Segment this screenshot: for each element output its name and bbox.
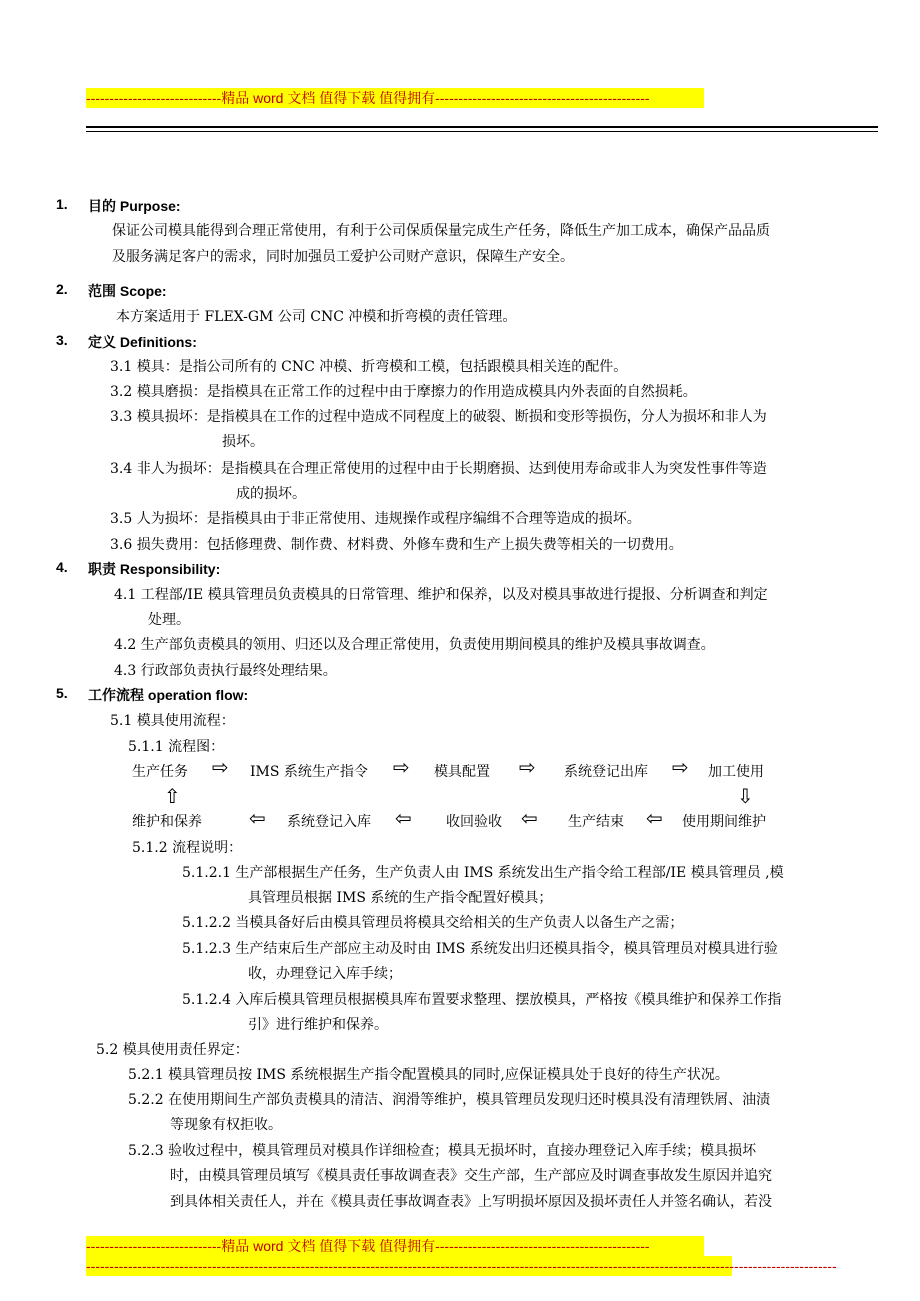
responsibility-4-2: 4.2 生产部负责模具的领用、归还以及合理正常使用，负责使用期间模具的维护及模具事故调查。 (114, 637, 715, 653)
footer-banner: -----------------------------精品 word 文档 值得下载 值得拥有---------------------------------------------- (86, 1236, 704, 1256)
flow-note-1-line2: 具管理员根据 IMS 系统的生产指令配置好模具； (248, 890, 553, 906)
flow-note-3-line2: 收，办理登记入库手续； (248, 966, 402, 982)
subsection-5-1-1: 5.1.1 流程图： (128, 739, 225, 755)
arrow-right-icon: ⇨ (519, 755, 536, 779)
definition-3-4-line2: 成的损坏。 (236, 486, 306, 502)
section-3-number: 3. (56, 332, 68, 348)
section-3-title: 定义 Definitions: (88, 334, 197, 350)
subsection-5-1-2: 5.1.2 流程说明： (132, 840, 243, 856)
flow-step-maintenance: 维护和保养 (132, 814, 202, 830)
definition-3-1: 3.1 模具：是指公司所有的 CNC 冲模、折弯模和工模，包括跟模具相关连的配件。 (110, 359, 628, 375)
flow-step-processing: 加工使用 (708, 764, 764, 780)
responsibility-5-2-2-line1: 5.2.2 在使用期间生产部负责模具的清洁、润滑等维护，模具管理员发现归还时模具没有清理铁屑、油渍 (128, 1092, 771, 1108)
section-2-title: 范围 Scope: (88, 283, 167, 299)
responsibility-5-2-2-line2: 等现象有权拒收。 (170, 1117, 282, 1133)
arrow-left-icon: ⇦ (249, 806, 266, 830)
section-1-text-line1: 保证公司模具能得到合理正常使用，有利于公司保质保量完成生产任务，降低生产加工成本，确保产品品质 (112, 223, 770, 239)
responsibility-4-3: 4.3 行政部负责执行最终处理结果。 (114, 663, 337, 679)
responsibility-5-2-3-line3: 到具体相关责任人，并在《模具责任事故调查表》上写明损坏原因及损坏责任人并签名确认，若没 (170, 1194, 772, 1210)
flow-note-3-line1: 5.1.2.3 生产结束后生产部应主动及时由 IMS 系统发出归还模具指令，模具管理员对模具进行验 (182, 941, 778, 957)
flow-note-1-line1: 5.1.2.1 生产部根据生产任务，生产负责人由 IMS 系统发出生产指令给工程部/IE 模具管理员 ,模 (182, 865, 784, 881)
arrow-right-icon: ⇨ (393, 755, 410, 779)
subsection-5-1: 5.1 模具使用流程： (110, 713, 235, 729)
section-4-title: 职责 Responsibility: (88, 561, 221, 577)
flow-note-2: 5.1.2.2 当模具备好后由模具管理员将模具交给相关的生产负责人以备生产之需； (182, 915, 684, 931)
section-5-number: 5. (56, 685, 68, 701)
header-rule-thin (86, 131, 878, 132)
arrow-left-icon: ⇦ (395, 806, 412, 830)
definition-3-3-line2: 损坏。 (222, 434, 264, 450)
section-2-number: 2. (56, 281, 68, 297)
flow-step-ims-instruction: IMS 系统生产指令 (250, 764, 368, 780)
responsibility-4-1-line1: 4.1 工程部/IE 模具管理员负责模具的日常管理、维护和保养，以及对模具事故进行提报、分析调查和判定 (114, 587, 768, 603)
section-1-number: 1. (56, 196, 68, 212)
flow-step-production-end: 生产结束 (568, 814, 624, 830)
flow-step-system-checkin: 系统登记入库 (287, 814, 371, 830)
flow-step-in-use-maintenance: 使用期间维护 (682, 814, 766, 830)
section-4-number: 4. (56, 559, 68, 575)
flow-step-system-checkout: 系统登记出库 (564, 764, 648, 780)
section-2-text: 本方案适用于 FLEX-GM 公司 CNC 冲模和折弯模的责任管理。 (116, 309, 517, 325)
arrow-right-icon: ⇨ (212, 755, 229, 779)
flow-step-acceptance: 收回验收 (446, 814, 502, 830)
definition-3-3-line1: 3.3 模具损坏：是指模具在工作的过程中造成不同程度上的破裂、断损和变形等损伤，分人为损坏和非人为 (110, 409, 767, 425)
responsibility-5-2-3-line2: 时，由模具管理员填写《模具责任事故调查表》交生产部，生产部应及时调查事故发生原因并追究 (170, 1168, 772, 1184)
arrow-down-icon: ⇩ (737, 784, 754, 808)
arrow-left-icon: ⇦ (646, 806, 663, 830)
arrow-right-icon: ⇨ (672, 755, 689, 779)
definition-3-2: 3.2 模具磨损：是指模具在正常工作的过程中由于摩擦力的作用造成模具内外表面的自然损耗。 (110, 384, 697, 400)
responsibility-5-2-1: 5.2.1 模具管理员按 IMS 系统根据生产指令配置模具的同时,应保证模具处于良好的待生产状况。 (128, 1067, 729, 1083)
section-1-text-line2: 及服务满足客户的需求，同时加强员工爱护公司财产意识，保障生产安全。 (112, 249, 574, 265)
definition-3-4-line1: 3.4 非人为损坏：是指模具在合理正常使用的过程中由于长期磨损、达到使用寿命或非人为突发性事件等造 (110, 461, 767, 477)
flow-step-mold-config: 模具配置 (434, 764, 490, 780)
section-5-title: 工作流程 operation flow: (88, 687, 249, 703)
header-banner: -----------------------------精品 word 文档 值得下载 值得拥有---------------------------------------------- (86, 88, 704, 108)
subsection-5-2: 5.2 模具使用责任界定： (96, 1042, 249, 1058)
responsibility-5-2-3-line1: 5.2.3 验收过程中，模具管理员对模具作详细检查；模具无损坏时，直接办理登记入库手续；模具损坏 (128, 1143, 757, 1159)
flow-step-production-task: 生产任务 (132, 764, 188, 780)
footer-dashed-line: ----------------------------------------------------------------------------------------------------------------------------------------------------------------- (86, 1258, 837, 1274)
responsibility-4-1-line2: 处理。 (148, 612, 190, 628)
header-rule-thick (86, 126, 878, 128)
arrow-left-icon: ⇦ (521, 806, 538, 830)
arrow-up-icon: ⇧ (164, 784, 181, 808)
flow-note-4-line2: 引》进行维护和保养。 (248, 1017, 388, 1033)
flow-note-4-line1: 5.1.2.4 入库后模具管理员根据模具库布置要求整理、摆放模具，严格按《模具维护和保养工作指 (182, 992, 782, 1008)
definition-3-6: 3.6 损失费用：包括修理费、制作费、材料费、外修车费和生产上损失费等相关的一切费用。 (110, 537, 683, 553)
section-1-title: 目的 Purpose: (88, 198, 181, 214)
definition-3-5: 3.5 人为损坏：是指模具由于非正常使用、违规操作或程序编缉不合理等造成的损坏。 (110, 511, 641, 527)
